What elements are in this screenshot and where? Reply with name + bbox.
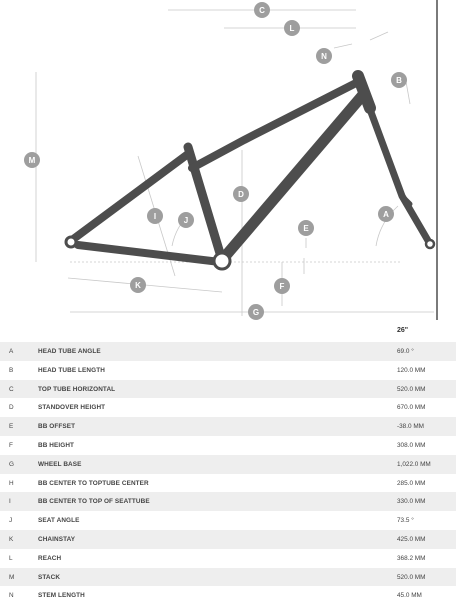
label-a: A — [383, 210, 389, 219]
table-row — [0, 455, 456, 474]
row-name: TOP TUBE HORIZONTAL — [38, 385, 116, 393]
row-name: REACH — [38, 554, 62, 562]
row-code: M — [9, 573, 15, 581]
table-row — [0, 530, 456, 549]
table-row — [0, 549, 456, 568]
table-rows — [0, 342, 456, 605]
row-code: A — [9, 348, 14, 355]
rear-dropout — [66, 237, 76, 247]
dimension-lines — [36, 10, 434, 316]
row-value: 120.0 MM — [397, 366, 426, 374]
row-name: CHAINSTAY — [38, 535, 76, 543]
table-row — [0, 417, 456, 436]
row-code: J — [9, 517, 13, 525]
row-value: 520.0 MM — [397, 385, 426, 393]
table-row — [0, 511, 456, 530]
row-value: 670.0 MM — [397, 404, 426, 412]
row-value: 308.0 MM — [397, 441, 426, 449]
label-f: F — [279, 282, 285, 291]
row-code: N — [9, 592, 14, 600]
label-c: C — [259, 6, 265, 15]
table-header — [0, 323, 456, 342]
row-name: STACK — [38, 573, 61, 581]
row-value: 425.0 MM — [397, 535, 426, 543]
row-value: 69.0 ° — [397, 348, 414, 355]
row-value: 45.0 MM — [397, 592, 422, 600]
row-value: 520.0 MM — [397, 573, 426, 581]
row-name: BB CENTER TO TOPTUBE CENTER — [38, 479, 149, 487]
label-j: J — [183, 216, 189, 225]
label-e: E — [303, 224, 309, 233]
row-name: BB CENTER TO TOP OF SEATTUBE — [38, 498, 150, 506]
row-name: STANDOVER HEIGHT — [38, 404, 106, 412]
label-i: I — [153, 212, 157, 221]
row-value: 330.0 MM — [397, 498, 426, 506]
geometry-table — [0, 323, 456, 605]
table-row — [0, 398, 456, 417]
table-row — [0, 342, 456, 361]
table-row — [0, 492, 456, 511]
bike-frame — [72, 76, 430, 262]
row-code: C — [9, 385, 14, 393]
label-k: K — [135, 281, 141, 290]
row-code: H — [9, 479, 14, 487]
row-value: -38.0 MM — [397, 423, 424, 431]
row-code: D — [9, 404, 14, 412]
table-row — [0, 586, 456, 605]
row-code: F — [9, 441, 13, 449]
label-m: M — [28, 156, 36, 165]
row-name: STEM LENGTH — [38, 592, 85, 600]
row-code: B — [9, 366, 14, 374]
row-code: E — [9, 423, 14, 431]
row-code: L — [9, 554, 13, 562]
table-row — [0, 474, 456, 493]
row-value: 1,022.0 MM — [397, 460, 431, 468]
label-b: B — [396, 76, 402, 85]
dimension-label-badges — [24, 2, 407, 320]
label-d: D — [238, 190, 244, 199]
row-code: G — [9, 460, 14, 468]
row-value: 285.0 MM — [397, 479, 426, 487]
table-row — [0, 380, 456, 399]
bottom-bracket — [214, 253, 230, 269]
row-name: BB HEIGHT — [38, 441, 75, 449]
size-header: 26" — [397, 327, 409, 334]
row-name: HEAD TUBE ANGLE — [38, 348, 101, 355]
row-name: SEAT ANGLE — [38, 517, 80, 525]
row-value: 73.5 ° — [397, 517, 414, 525]
table-row — [0, 568, 456, 587]
row-name: HEAD TUBE LENGTH — [38, 366, 105, 374]
row-code: I — [9, 498, 11, 506]
label-l: L — [289, 24, 295, 33]
row-name: WHEEL BASE — [38, 460, 82, 468]
table-row — [0, 436, 456, 455]
row-name: BB OFFSET — [38, 423, 76, 431]
fork-dropout — [426, 240, 434, 248]
label-n: N — [321, 52, 327, 61]
table-row — [0, 361, 456, 380]
label-g: G — [252, 308, 260, 317]
row-code: K — [9, 535, 14, 543]
row-value: 368.2 MM — [397, 554, 426, 562]
